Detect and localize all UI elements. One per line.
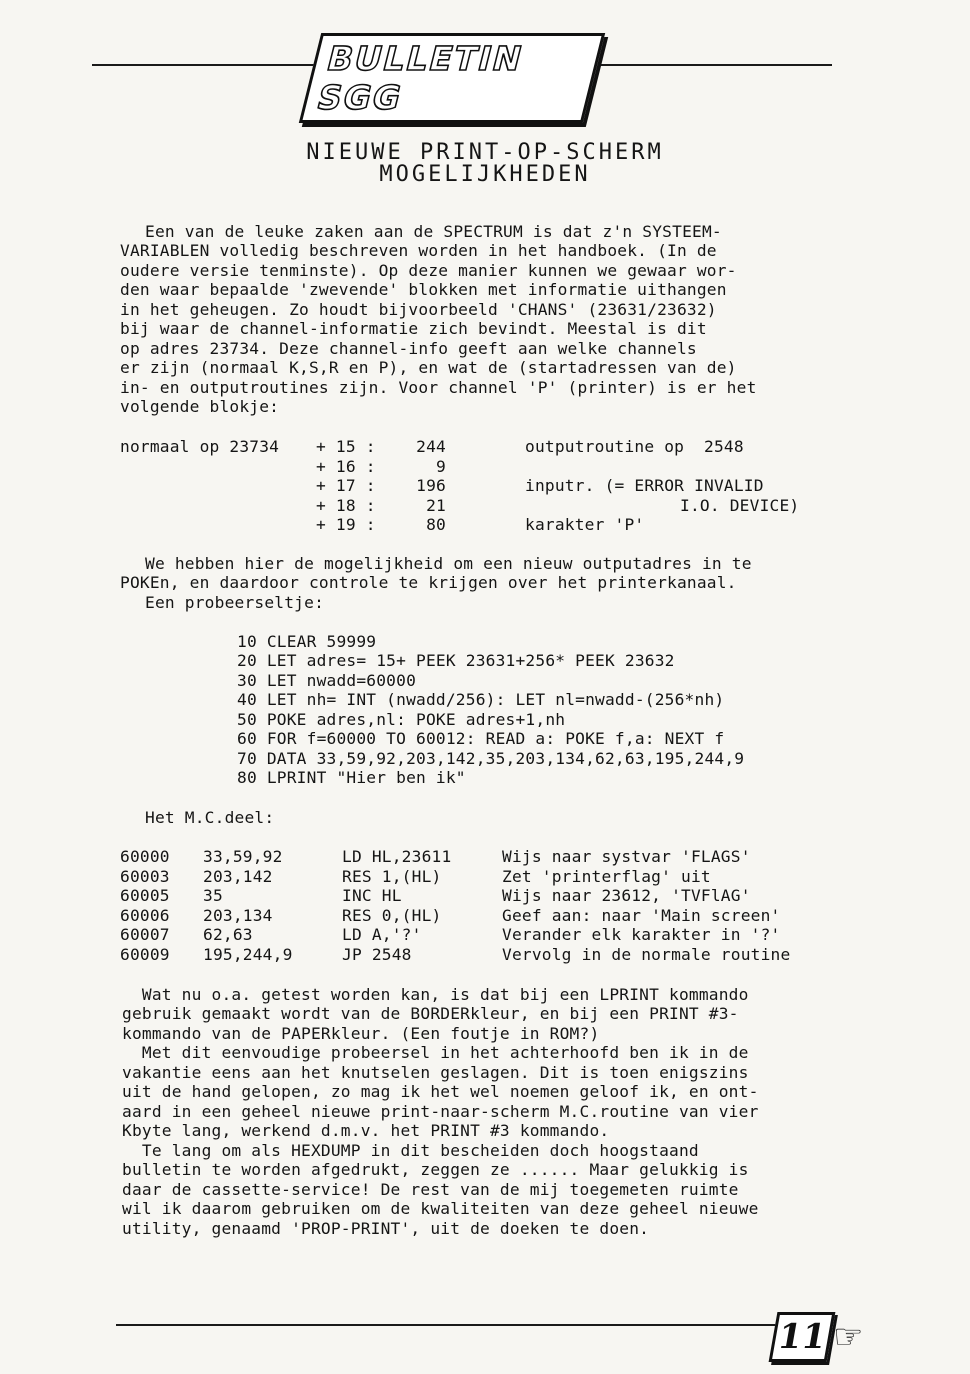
text-line: wil ik daarom gebruiken om de kwaliteiten van deze geheel nieuwe [122,1199,759,1218]
text-line: er zijn (normaal K,S,R en P), en wat de (startadressen van de) [120,358,737,377]
channel-note: karakter 'P' [525,515,645,534]
channel-table-prefix: normaal op 23734 [120,437,280,456]
mc-instruction: JP 2548 [342,945,412,964]
mc-instruction: RES 1,(HL) [342,867,442,886]
article-title-line1: NIEUWE PRINT-OP-SCHERM [306,140,664,165]
mc-bytes: 35 [203,886,223,905]
channel-note: I.O. DEVICE) [680,496,800,515]
mc-heading: Het M.C.deel: [145,808,275,827]
mc-comment: Verander elk karakter in '?' [502,925,781,944]
channel-value: 21 [426,496,446,515]
text-line: gebruik gemaakt wordt van de BORDERkleur, en bij een PRINT #3- [122,1004,739,1023]
text-line: bulletin te worden afgedrukt, zeggen ze ...... Maar gelukkig is [122,1160,749,1179]
text-line: bij waar de channel-informatie zich bevindt. Meestal is dit [120,319,707,338]
text-line: daar de cassette-service! De rest van de mij toegemeten ruimte [122,1180,739,1199]
page-number-badge [769,1312,836,1362]
basic-line: 80 LPRINT "Hier ben ik" [237,768,466,787]
mc-instruction: INC HL [342,886,402,905]
text-line: Wat nu o.a. getest worden kan, is dat bij een LPRINT kommando [122,985,749,1004]
basic-line: 60 FOR f=60000 TO 60012: READ a: POKE f,a: NEXT f [237,729,725,748]
text-line: oudere versie tenminste). Op deze manier kunnen we gewaar wor- [120,261,737,280]
page-number: 11 [774,1317,830,1357]
basic-line: 40 LET nh= INT (nwadd/256): LET nl=nwadd-(256*nh) [237,690,725,709]
text-line: kommando van de PAPERkleur. (Een foutje in ROM?) [122,1024,600,1043]
basic-line: 10 CLEAR 59999 [237,632,377,651]
mc-comment: Wijs naar 23612, 'TVFlAG' [502,886,751,905]
basic-line: 30 LET nwadd=60000 [237,671,417,690]
text-line: Een probeerseltje: [145,593,325,612]
text-line: POKEn, en daardoor controle te krijgen over het printerkanaal. [120,573,737,592]
channel-offset: + 18 : [316,496,376,515]
text-line: Kbyte lang, werkend d.m.v. het PRINT #3 kommando. [122,1121,610,1140]
mc-bytes: 203,142 [203,867,273,886]
basic-line: 20 LET adres= 15+ PEEK 23631+256* PEEK 23632 [237,651,675,670]
channel-note: inputr. (= ERROR INVALID [525,476,764,495]
mc-bytes: 195,244,9 [203,945,293,964]
mc-address: 60009 [120,945,170,964]
channel-value: 244 [416,437,446,456]
text-line: Te lang om als HEXDUMP in dit bescheiden doch hoogstaand [122,1141,699,1160]
mc-comment: Vervolg in de normale routine [502,945,791,964]
text-line: VARIABLEN volledig beschreven worden in het handboek. (In de [120,241,717,260]
text-line: Met dit eenvoudige probeersel in het achterhoofd ben ik in de [122,1043,749,1062]
mc-bytes: 203,134 [203,906,273,925]
basic-line: 50 POKE adres,nl: POKE adres+1,nh [237,710,566,729]
channel-value: 9 [436,457,446,476]
text-line: We hebben hier de mogelijkheid om een nieuw outputadres in te [145,554,752,573]
mc-address: 60005 [120,886,170,905]
mc-address: 60000 [120,847,170,866]
mc-bytes: 33,59,92 [203,847,283,866]
mc-address: 60006 [120,906,170,925]
mc-address: 60007 [120,925,170,944]
channel-value: 80 [426,515,446,534]
mc-comment: Geef aan: naar 'Main screen' [502,906,781,925]
logo-text: BULLETIN SGG [299,33,605,123]
mc-address: 60003 [120,867,170,886]
channel-offset: + 16 : [316,457,376,476]
channel-note: outputroutine op 2548 [525,437,744,456]
mc-bytes: 62,63 [203,925,253,944]
text-line: op adres 23734. Deze channel-info geeft aan welke channels [120,339,697,358]
footer-rule [116,1324,780,1326]
channel-offset: + 15 : [316,437,376,456]
channel-value: 196 [416,476,446,495]
mc-instruction: LD A,'?' [342,925,422,944]
text-line: in- en outputroutines zijn. Voor channel 'P' (printer) is er het [120,378,757,397]
text-line: den waar bepaalde 'zwevende' blokken met informatie uithangen [120,280,727,299]
text-line: Een van de leuke zaken aan de SPECTRUM is dat z'n SYSTEEM- [145,222,722,241]
text-line: vakantie eens aan het knutselen geslagen. Dit is toen enigszins [122,1063,749,1082]
mc-instruction: LD HL,23611 [342,847,452,866]
article-title-line2: MOGELIJKHEDEN [379,162,591,187]
mc-instruction: RES 0,(HL) [342,906,442,925]
text-line: volgende blokje: [120,397,280,416]
text-line: aard in een geheel nieuwe print-naar-scherm M.C.routine van vier [122,1102,759,1121]
basic-line: 70 DATA 33,59,92,203,142,35,203,134,62,63,195,244,9 [237,749,745,768]
channel-offset: + 17 : [316,476,376,495]
pointing-hand-icon: ☞ [833,1317,864,1357]
mc-comment: Wijs naar systvar 'FLAGS' [502,847,751,866]
text-line: uit de hand gelopen, zo mag ik het wel noemen geloof ik, en ont- [122,1082,759,1101]
text-line: utility, genaamd 'PROP-PRINT', uit de doeken te doen. [122,1219,650,1238]
text-line: in het geheugen. Zo houdt bijvoorbeeld 'CHANS' (23631/23632) [120,300,717,319]
channel-offset: + 19 : [316,515,376,534]
bulletin-logo [304,39,601,117]
mc-comment: Zet 'printerflag' uit [502,867,711,886]
